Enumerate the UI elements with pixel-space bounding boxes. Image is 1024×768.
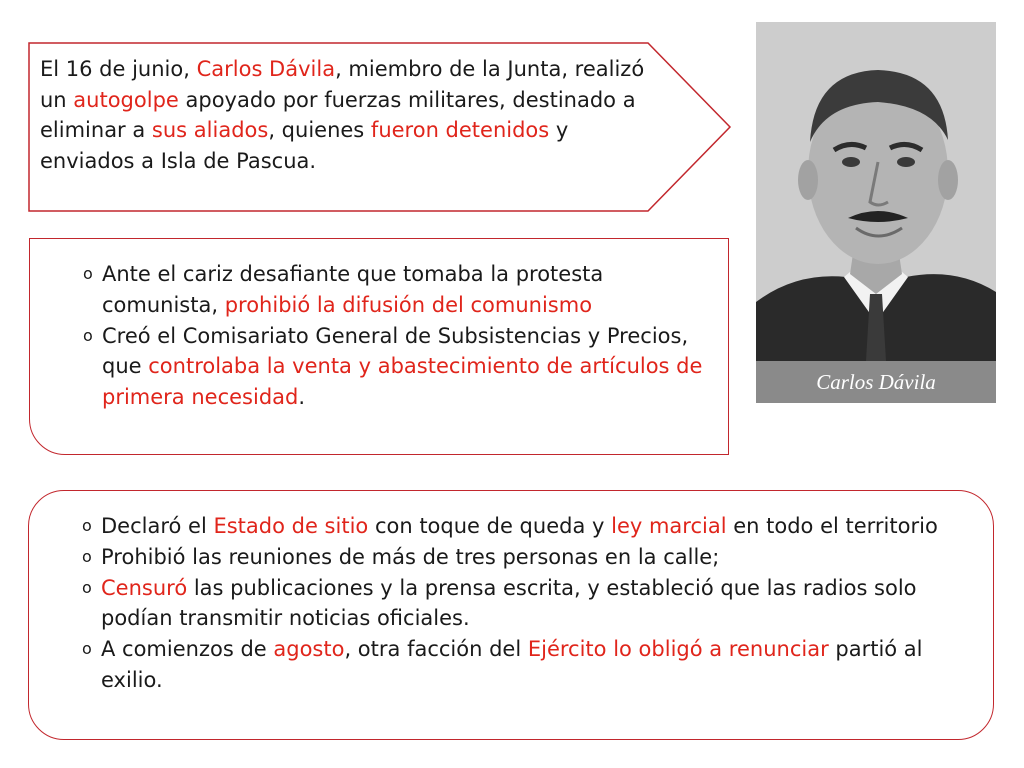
list-item <box>59 573 989 635</box>
text-segment: , miembro de la Junta, realizó un <box>40 57 645 112</box>
text-segment: El 16 de junio, <box>40 57 197 81</box>
highlighted-text: Ejército lo obligó a renunciar <box>527 637 829 662</box>
highlighted-text: prohibió la difusión del comunismo <box>224 292 593 317</box>
highlighted-text: autogolpe <box>73 87 179 112</box>
bullet-circle-icon: o <box>82 639 92 659</box>
text-segment: las publicaciones y la prensa escrita, y estableció que las radios solo podían transmitir noticias oficiales. <box>101 575 917 631</box>
text-segment: apoyado por fuerzas militares, destinado a eliminar a <box>40 87 636 142</box>
bullet-circle-icon: o <box>82 546 92 566</box>
photo-caption: Carlos Dávila <box>756 361 996 403</box>
bullet-circle-icon: o <box>82 516 92 535</box>
text-segment: Ante el cariz desafiante que tomaba la protesta comunista, <box>102 262 604 317</box>
list-item <box>59 542 989 573</box>
text-segment: y enviados a Isla de Pascua. <box>40 118 569 173</box>
text-segment: , otra facción del <box>344 637 528 662</box>
highlighted-text: Censuró <box>101 575 188 600</box>
highlighted-text: Estado de sitio <box>213 514 369 538</box>
portrait-illustration <box>756 22 996 361</box>
highlighted-text: ley marcial <box>611 514 727 538</box>
highlighted-text: Carlos Dávila <box>196 57 336 81</box>
text-segment: Creó el Comisariato General de Subsistencias y Precios, que <box>102 323 689 379</box>
text-segment: Declaró el <box>101 514 214 538</box>
bullet-circle-icon: o <box>83 325 93 345</box>
intro-paragraph <box>40 54 660 176</box>
text-segment: A comienzos de <box>101 637 274 662</box>
text-segment: , quienes <box>268 118 371 142</box>
portrait-photo <box>756 22 996 403</box>
highlighted-text: sus aliados <box>151 118 269 142</box>
text-segment: en todo el territorio <box>726 514 938 538</box>
highlighted-text: controlaba la venta y abastecimiento de artículos de primera necesidad <box>102 354 703 410</box>
bullet-circle-icon: o <box>82 577 92 597</box>
repression-list <box>59 511 989 696</box>
list-item <box>59 634 989 696</box>
repression-box <box>28 490 994 740</box>
text-segment: Prohibió las reuniones de más de tres personas en la calle; <box>101 544 720 569</box>
list-item <box>60 321 720 413</box>
text-segment: partió al exilio. <box>101 637 923 692</box>
list-item <box>60 259 720 321</box>
bullet-circle-icon: o <box>83 264 93 283</box>
text-segment: con toque de queda y <box>368 514 612 538</box>
measures-list <box>60 259 720 413</box>
highlighted-text: fueron detenidos <box>370 118 550 142</box>
list-item <box>59 511 989 542</box>
measures-box <box>29 238 729 455</box>
text-segment: . <box>298 385 306 410</box>
highlighted-text: agosto <box>273 637 345 662</box>
